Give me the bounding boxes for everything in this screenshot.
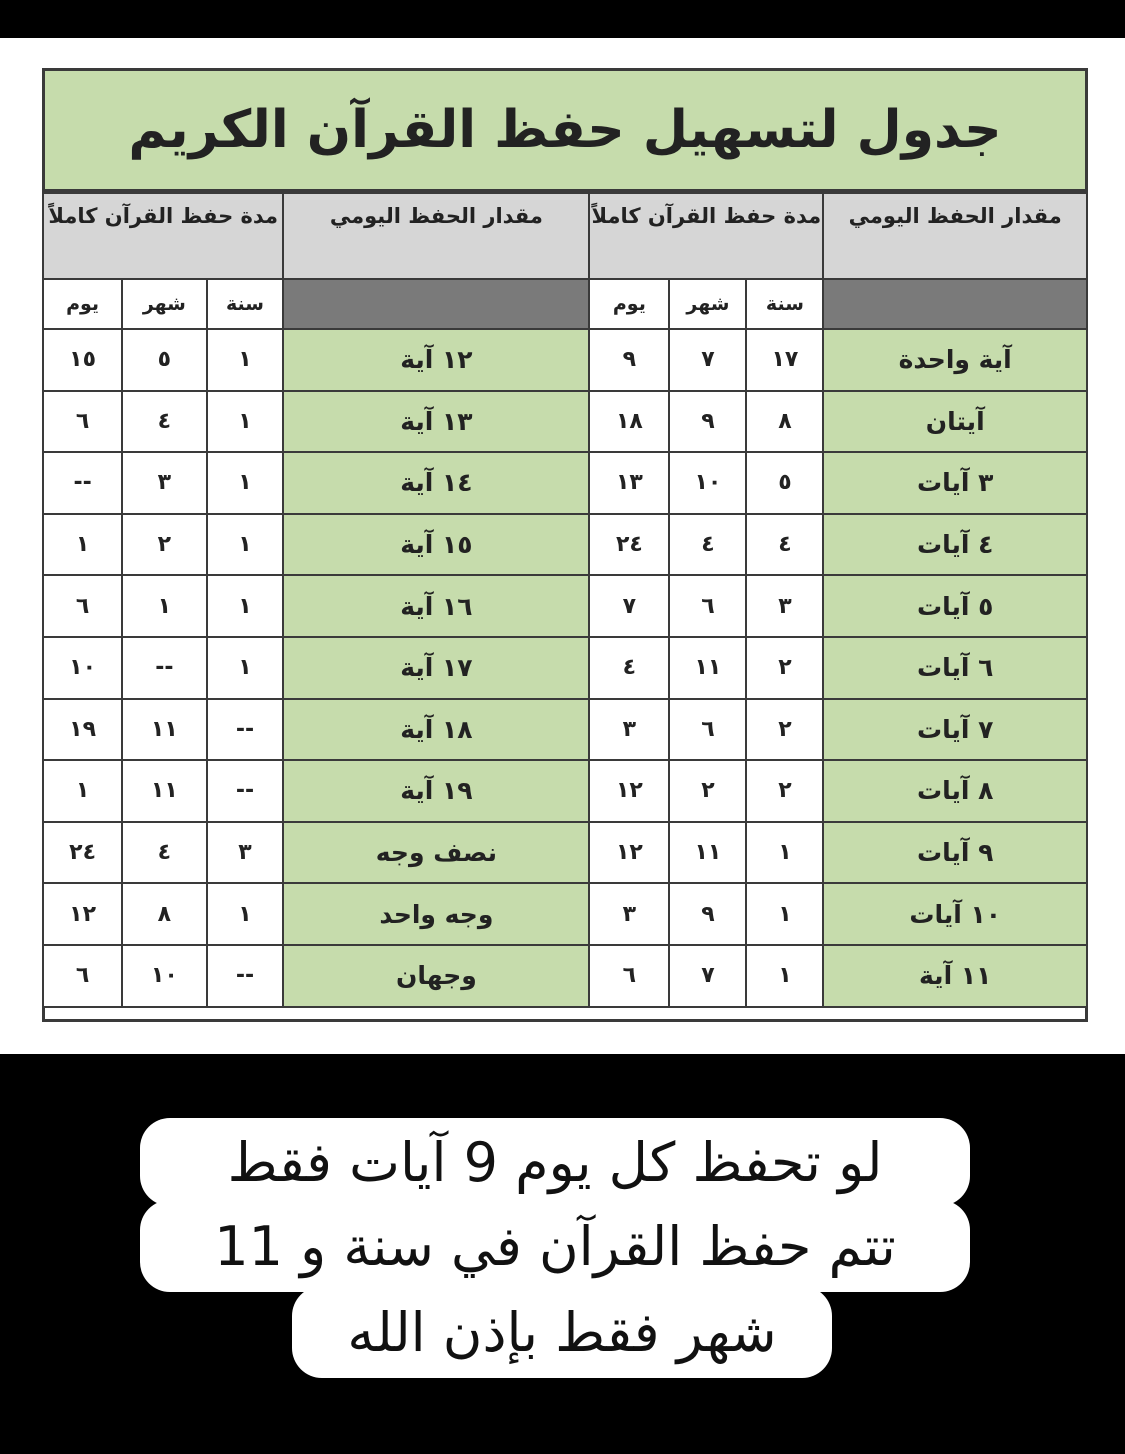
cell-day-right: ٤ (589, 637, 669, 699)
caption-line-2: تتم حفظ القرآن في سنة و 11 (140, 1200, 970, 1292)
cell-month-left: ١ (122, 575, 206, 637)
cell-amount-right: ٧ آيات (823, 699, 1087, 761)
cell-day-left: ٦ (43, 945, 122, 1007)
cell-amount-left: ١٦ آية (283, 575, 589, 637)
table-row (43, 760, 1087, 822)
cell-year-right: ١ (746, 945, 823, 1007)
cell-day-right: ٩ (589, 329, 669, 391)
caption (140, 1118, 970, 1378)
cell-month-right: ٢ (669, 760, 746, 822)
subheader-year-left: سنة (207, 279, 284, 329)
cell-amount-left: ١٣ آية (283, 391, 589, 453)
cell-year-right: ١ (746, 822, 823, 884)
subheader-month-left: شهر (122, 279, 206, 329)
subheader-month-right: شهر (669, 279, 746, 329)
cell-day-left: ١٢ (43, 883, 122, 945)
cell-month-left: ١١ (122, 760, 206, 822)
cell-day-left: ١٠ (43, 637, 122, 699)
cell-day-left: -- (43, 452, 122, 514)
cell-year-left: ١ (207, 514, 284, 576)
table-row (43, 945, 1087, 1007)
cell-month-right: ٤ (669, 514, 746, 576)
top-black-bar (0, 0, 1125, 38)
cell-day-left: ١٩ (43, 699, 122, 761)
cell-amount-right: ١١ آية (823, 945, 1087, 1007)
cell-amount-left: وجهان (283, 945, 589, 1007)
header-duration-left: مدة حفظ القرآن كاملاً (43, 193, 283, 279)
cell-year-left: -- (207, 945, 284, 1007)
memorization-table (42, 192, 1088, 1008)
cell-year-left: -- (207, 760, 284, 822)
cell-year-right: ٢ (746, 637, 823, 699)
cell-year-left: -- (207, 699, 284, 761)
cell-month-left: ٢ (122, 514, 206, 576)
cell-year-left: ١ (207, 575, 284, 637)
title-banner (42, 68, 1088, 192)
cell-day-right: ٣ (589, 883, 669, 945)
cell-month-right: ٦ (669, 575, 746, 637)
cell-day-right: ١٢ (589, 760, 669, 822)
page-title: جدول لتسهيل حفظ القرآن الكريم (128, 100, 1002, 160)
cell-month-right: ٧ (669, 329, 746, 391)
cell-day-right: ١٢ (589, 822, 669, 884)
cell-day-right: ٦ (589, 945, 669, 1007)
cell-month-left: ٣ (122, 452, 206, 514)
cell-amount-left: ١٤ آية (283, 452, 589, 514)
cell-amount-right: ٦ آيات (823, 637, 1087, 699)
header-daily-amount-right: مقدار الحفظ اليومي (823, 193, 1087, 279)
table-row (43, 883, 1087, 945)
cell-day-left: ١٥ (43, 329, 122, 391)
subheader-blank-right (823, 279, 1087, 329)
subheader-day-left: يوم (43, 279, 122, 329)
cell-year-right: ٨ (746, 391, 823, 453)
cell-day-right: ١٨ (589, 391, 669, 453)
cell-year-left: ٣ (207, 822, 284, 884)
cell-day-right: ٧ (589, 575, 669, 637)
subheader-year-right: سنة (746, 279, 823, 329)
cell-day-left: ٢٤ (43, 822, 122, 884)
header-row (43, 193, 1087, 279)
cell-amount-left: نصف وجه (283, 822, 589, 884)
cell-amount-right: آية واحدة (823, 329, 1087, 391)
cell-amount-left: ١٩ آية (283, 760, 589, 822)
cell-year-right: ٢ (746, 760, 823, 822)
cell-amount-left: ١٨ آية (283, 699, 589, 761)
cell-month-right: ٦ (669, 699, 746, 761)
cell-month-right: ٧ (669, 945, 746, 1007)
cell-amount-right: ٨ آيات (823, 760, 1087, 822)
cell-year-right: ٣ (746, 575, 823, 637)
cell-month-right: ٩ (669, 883, 746, 945)
cell-year-right: ١ (746, 883, 823, 945)
cell-day-left: ١ (43, 514, 122, 576)
table-row (43, 329, 1087, 391)
cell-day-left: ٦ (43, 391, 122, 453)
table-row (43, 514, 1087, 576)
subheader-row (43, 279, 1087, 329)
header-daily-amount-left: مقدار الحفظ اليومي (283, 193, 589, 279)
cell-month-right: ١١ (669, 637, 746, 699)
cell-amount-right: ٩ آيات (823, 822, 1087, 884)
cell-amount-right: ٥ آيات (823, 575, 1087, 637)
cell-month-right: ٩ (669, 391, 746, 453)
subheader-blank-left (283, 279, 589, 329)
cell-amount-right: ٣ آيات (823, 452, 1087, 514)
caption-line-3: شهر فقط بإذن الله (292, 1286, 832, 1378)
cell-month-left: ١١ (122, 699, 206, 761)
cell-year-right: ١٧ (746, 329, 823, 391)
subheader-day-right: يوم (589, 279, 669, 329)
cell-day-right: ٢٤ (589, 514, 669, 576)
cell-year-left: ١ (207, 329, 284, 391)
cell-amount-right: ١٠ آيات (823, 883, 1087, 945)
cell-amount-left: وجه واحد (283, 883, 589, 945)
header-duration-right: مدة حفظ القرآن كاملاً (589, 193, 823, 279)
table-row (43, 699, 1087, 761)
cell-amount-left: ١٧ آية (283, 637, 589, 699)
table-row (43, 452, 1087, 514)
cell-amount-left: ١٥ آية (283, 514, 589, 576)
cell-amount-right: آيتان (823, 391, 1087, 453)
cell-month-right: ١٠ (669, 452, 746, 514)
cell-month-left: ١٠ (122, 945, 206, 1007)
table-row (43, 637, 1087, 699)
cell-year-left: ١ (207, 883, 284, 945)
cell-year-left: ١ (207, 452, 284, 514)
cell-year-left: ١ (207, 391, 284, 453)
table-body (43, 329, 1087, 1007)
cell-day-right: ١٣ (589, 452, 669, 514)
cell-year-right: ٥ (746, 452, 823, 514)
caption-line-1: لو تحفظ كل يوم 9 آيات فقط (140, 1118, 970, 1206)
cell-amount-left: ١٢ آية (283, 329, 589, 391)
cell-amount-right: ٤ آيات (823, 514, 1087, 576)
cell-month-right: ١١ (669, 822, 746, 884)
cell-month-left: ٥ (122, 329, 206, 391)
cell-month-left: ٤ (122, 391, 206, 453)
cell-day-left: ٦ (43, 575, 122, 637)
cell-month-left: ٨ (122, 883, 206, 945)
cell-day-left: ١ (43, 760, 122, 822)
cell-month-left: -- (122, 637, 206, 699)
cell-month-left: ٤ (122, 822, 206, 884)
cell-year-left: ١ (207, 637, 284, 699)
cell-day-right: ٣ (589, 699, 669, 761)
table-row (43, 575, 1087, 637)
table-row (43, 822, 1087, 884)
cell-year-right: ٤ (746, 514, 823, 576)
table-row (43, 391, 1087, 453)
cell-year-right: ٢ (746, 699, 823, 761)
